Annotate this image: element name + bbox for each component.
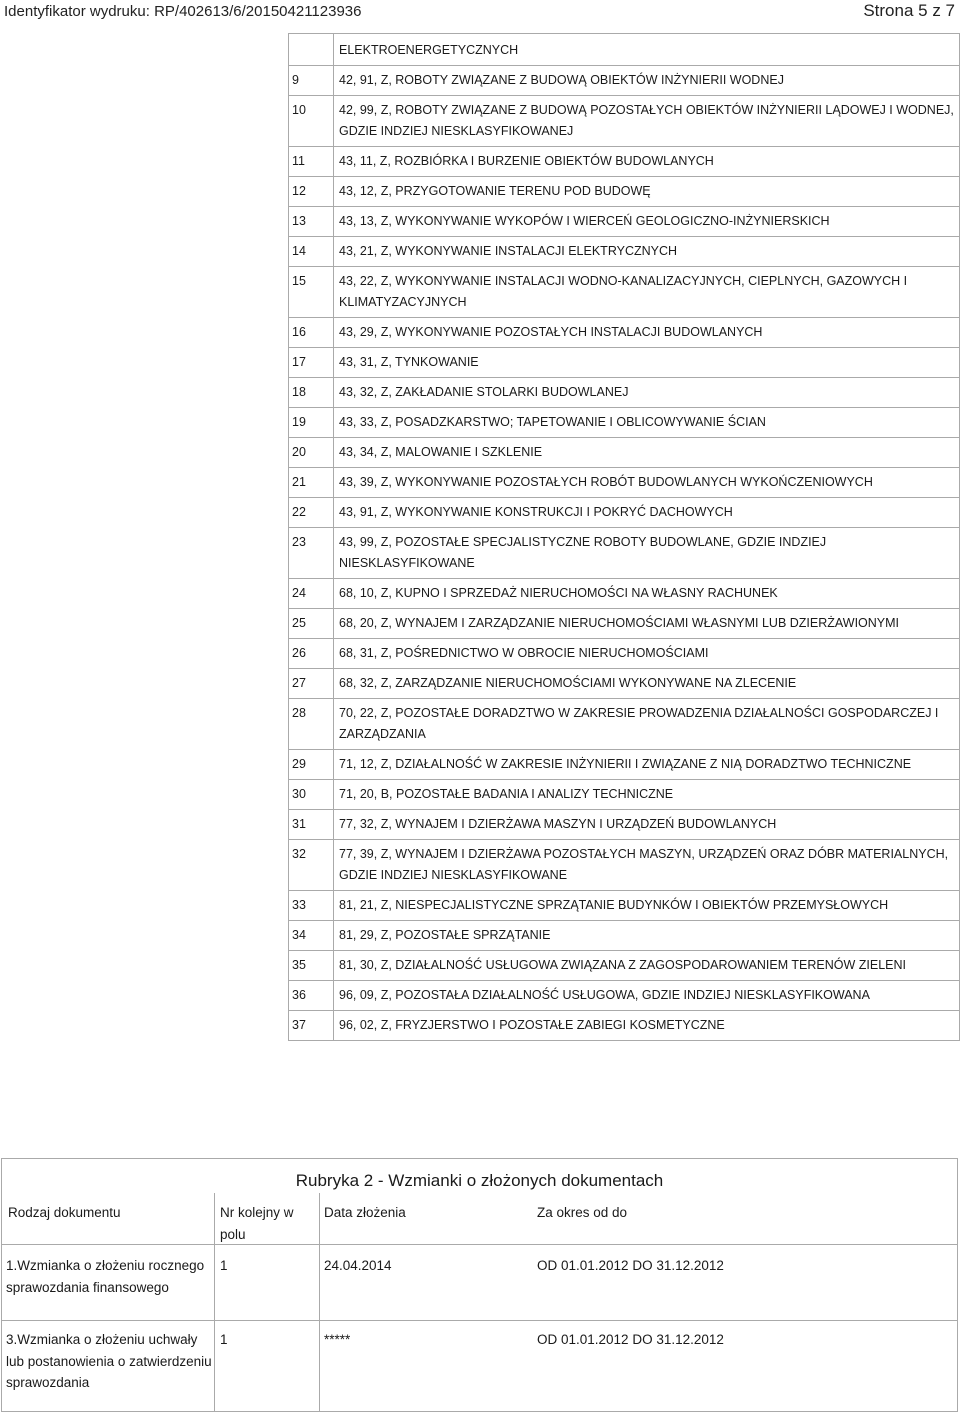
- row-number: 19: [289, 408, 334, 438]
- row-text: 81, 30, Z, DZIAŁALNOŚĆ USŁUGOWA ZWIĄZANA Z ZAGOSPODAROWANIEM TERENÓW ZIELENI: [334, 951, 960, 981]
- section-title: Rubryka 2 - Wzmianki o złożonych dokumentach: [295, 1171, 664, 1190]
- doc-date-1: 24.04.2014: [324, 1258, 392, 1273]
- table-row: [289, 348, 960, 378]
- row-number: 31: [289, 810, 334, 840]
- table-row: [289, 921, 960, 951]
- row-text: 43, 21, Z, WYKONYWANIE INSTALACJI ELEKTRYCZNYCH: [334, 237, 960, 267]
- row-text: 42, 99, Z, ROBOTY ZWIĄZANE Z BUDOWĄ POZOSTAŁYCH OBIEKTÓW INŻYNIERII LĄDOWEJ I WODNEJ, GDZIE INDZIEJ NIESKLASYFIKOWANEJ: [334, 96, 960, 147]
- row-text: 68, 31, Z, POŚREDNICTWO W OBROCIE NIERUCHOMOŚCIAMI: [334, 639, 960, 669]
- header-filing-date: Data złożenia: [324, 1205, 406, 1220]
- row-text: 43, 34, Z, MALOWANIE I SZKLENIE: [334, 438, 960, 468]
- row-text: 68, 32, Z, ZARZĄDZANIE NIERUCHOMOŚCIAMI WYKONYWANE NA ZLECENIE: [334, 669, 960, 699]
- row-text: 43, 33, Z, POSADZKARSTWO; TAPETOWANIE I OBLICOWYWANIE ŚCIAN: [334, 408, 960, 438]
- table-row: [289, 468, 960, 498]
- row-number: 23: [289, 528, 334, 579]
- row-text: 43, 22, Z, WYKONYWANIE INSTALACJI WODNO-KANALIZACYJNYCH, CIEPLNYCH, GAZOWYCH I KLIMATYZACYJNYCH: [334, 267, 960, 318]
- doc-date-2: *****: [324, 1332, 351, 1347]
- row-number: 28: [289, 699, 334, 750]
- row-number: [289, 34, 334, 66]
- row-text: 43, 12, Z, PRZYGOTOWANIE TERENU POD BUDOWĘ: [334, 177, 960, 207]
- column-divider: [319, 1193, 320, 1411]
- table-row: [289, 378, 960, 408]
- header-document-type: Rodzaj dokumentu: [8, 1205, 121, 1220]
- table-row: [289, 237, 960, 267]
- page-number: Strona 5 z 7: [863, 1, 955, 20]
- row-number: 32: [289, 840, 334, 891]
- row-number: 15: [289, 267, 334, 318]
- row-text: 42, 91, Z, ROBOTY ZWIĄZANE Z BUDOWĄ OBIEKTÓW INŻYNIERII WODNEJ: [334, 66, 960, 96]
- row-number: 13: [289, 207, 334, 237]
- row-text: 43, 29, Z, WYKONYWANIE POZOSTAŁYCH INSTALACJI BUDOWLANYCH: [334, 318, 960, 348]
- row-text: 43, 13, Z, WYKONYWANIE WYKOPÓW I WIERCEŃ GEOLOGICZNO-INŻYNIERSKICH: [334, 207, 960, 237]
- header-period: Za okres od do: [537, 1205, 628, 1220]
- row-text: 70, 22, Z, POZOSTAŁE DORADZTWO W ZAKRESIE PROWADZENIA DZIAŁALNOŚCI GOSPODARCZEJ I ZARZĄDZANIA: [334, 699, 960, 750]
- row-number: 25: [289, 609, 334, 639]
- row-number: 29: [289, 750, 334, 780]
- row-text: 43, 39, Z, WYKONYWANIE POZOSTAŁYCH ROBÓT BUDOWLANYCH WYKOŃCZENIOWYCH: [334, 468, 960, 498]
- table-row: [289, 981, 960, 1011]
- table-row: [289, 810, 960, 840]
- row-text: 68, 20, Z, WYNAJEM I ZARZĄDZANIE NIERUCHOMOŚCIAMI WŁASNYMI LUB DZIERŻAWIONYMI: [334, 609, 960, 639]
- row-number: 17: [289, 348, 334, 378]
- row-number: 18: [289, 378, 334, 408]
- table-row: [289, 66, 960, 96]
- table-row: [289, 318, 960, 348]
- table-row: [289, 207, 960, 237]
- column-divider: [214, 1193, 215, 1411]
- row-text: 43, 31, Z, TYNKOWANIE: [334, 348, 960, 378]
- row-number: 37: [289, 1011, 334, 1041]
- row-text: 81, 21, Z, NIESPECJALISTYCZNE SPRZĄTANIE BUDYNKÓW I OBIEKTÓW PRZEMYSŁOWYCH: [334, 891, 960, 921]
- header-sequence-number: Nr kolejny w polu: [220, 1205, 294, 1242]
- table-row: [289, 147, 960, 177]
- row-divider: [2, 1320, 957, 1321]
- row-number: 20: [289, 438, 334, 468]
- table-row: [289, 408, 960, 438]
- row-number: 30: [289, 780, 334, 810]
- row-text: 71, 20, B, POZOSTAŁE BADANIA I ANALIZY TECHNICZNE: [334, 780, 960, 810]
- doc-type-2: 3.Wzmianka o złożeniu uchwały lub postanowienia o zatwierdzeniu sprawozdania: [6, 1332, 212, 1390]
- row-number: 10: [289, 96, 334, 147]
- table-row: [289, 669, 960, 699]
- row-number: 27: [289, 669, 334, 699]
- table-row: [289, 528, 960, 579]
- row-number: 16: [289, 318, 334, 348]
- row-number: 26: [289, 639, 334, 669]
- table-row: [289, 177, 960, 207]
- table-row: [289, 498, 960, 528]
- doc-period-2: OD 01.01.2012 DO 31.12.2012: [537, 1332, 724, 1347]
- row-number: 11: [289, 147, 334, 177]
- row-text: 96, 09, Z, POZOSTAŁA DZIAŁALNOŚĆ USŁUGOWA, GDZIE INDZIEJ NIESKLASYFIKOWANA: [334, 981, 960, 1011]
- table-row: [289, 267, 960, 318]
- row-text: 77, 39, Z, WYNAJEM I DZIERŻAWA POZOSTAŁYCH MASZYN, URZĄDZEŃ ORAZ DÓBR MATERIALNYCH, GDZIE INDZIEJ NIESKLASYFIKOWANE: [334, 840, 960, 891]
- row-number: 12: [289, 177, 334, 207]
- row-number: 36: [289, 981, 334, 1011]
- row-number: 14: [289, 237, 334, 267]
- doc-seq-1: 1: [220, 1258, 228, 1273]
- table-row: [289, 780, 960, 810]
- row-number: 33: [289, 891, 334, 921]
- table-row-continuation: [289, 34, 960, 66]
- row-text: 43, 32, Z, ZAKŁADANIE STOLARKI BUDOWLANEJ: [334, 378, 960, 408]
- row-number: 35: [289, 951, 334, 981]
- row-text: 81, 29, Z, POZOSTAŁE SPRZĄTANIE: [334, 921, 960, 951]
- row-text: 77, 32, Z, WYNAJEM I DZIERŻAWA MASZYN I URZĄDZEŃ BUDOWLANYCH: [334, 810, 960, 840]
- doc-period-1: OD 01.01.2012 DO 31.12.2012: [537, 1258, 724, 1273]
- row-text: 68, 10, Z, KUPNO I SPRZEDAŻ NIERUCHOMOŚCI NA WŁASNY RACHUNEK: [334, 579, 960, 609]
- print-identifier: Identyfikator wydruku: RP/402613/6/20150421123936: [4, 2, 362, 20]
- table-row: [289, 951, 960, 981]
- table-row: [289, 699, 960, 750]
- row-text: 96, 02, Z, FRYZJERSTWO I POZOSTAŁE ZABIEGI KOSMETYCZNE: [334, 1011, 960, 1041]
- table-row: [289, 579, 960, 609]
- row-text: 43, 91, Z, WYKONYWANIE KONSTRUKCJI I POKRYĆ DACHOWYCH: [334, 498, 960, 528]
- row-number: 9: [289, 66, 334, 96]
- row-text: 43, 99, Z, POZOSTAŁE SPECJALISTYCZNE ROBOTY BUDOWLANE, GDZIE INDZIEJ NIESKLASYFIKOWANE: [334, 528, 960, 579]
- table-row: [289, 750, 960, 780]
- table-row: [289, 438, 960, 468]
- table-row: [289, 639, 960, 669]
- rubryka-2-section: [1, 1158, 958, 1412]
- pkd-table: [288, 33, 960, 1041]
- table-row: [289, 1011, 960, 1041]
- row-text: ELEKTROENERGETYCZNYCH: [334, 34, 960, 66]
- doc-type-1: 1.Wzmianka o złożeniu rocznego sprawozdania finansowego: [6, 1258, 205, 1295]
- row-number: 22: [289, 498, 334, 528]
- table-row: [289, 891, 960, 921]
- row-number: 21: [289, 468, 334, 498]
- print-header: [0, 0, 960, 22]
- doc-seq-2: 1: [220, 1332, 228, 1347]
- row-divider: [2, 1244, 957, 1245]
- row-text: 43, 11, Z, ROZBIÓRKA I BURZENIE OBIEKTÓW BUDOWLANYCH: [334, 147, 960, 177]
- row-number: 24: [289, 579, 334, 609]
- table-row: [289, 840, 960, 891]
- row-number: 34: [289, 921, 334, 951]
- table-row: [289, 609, 960, 639]
- row-text: 71, 12, Z, DZIAŁALNOŚĆ W ZAKRESIE INŻYNIERII I ZWIĄZANE Z NIĄ DORADZTWO TECHNICZNE: [334, 750, 960, 780]
- table-row: [289, 96, 960, 147]
